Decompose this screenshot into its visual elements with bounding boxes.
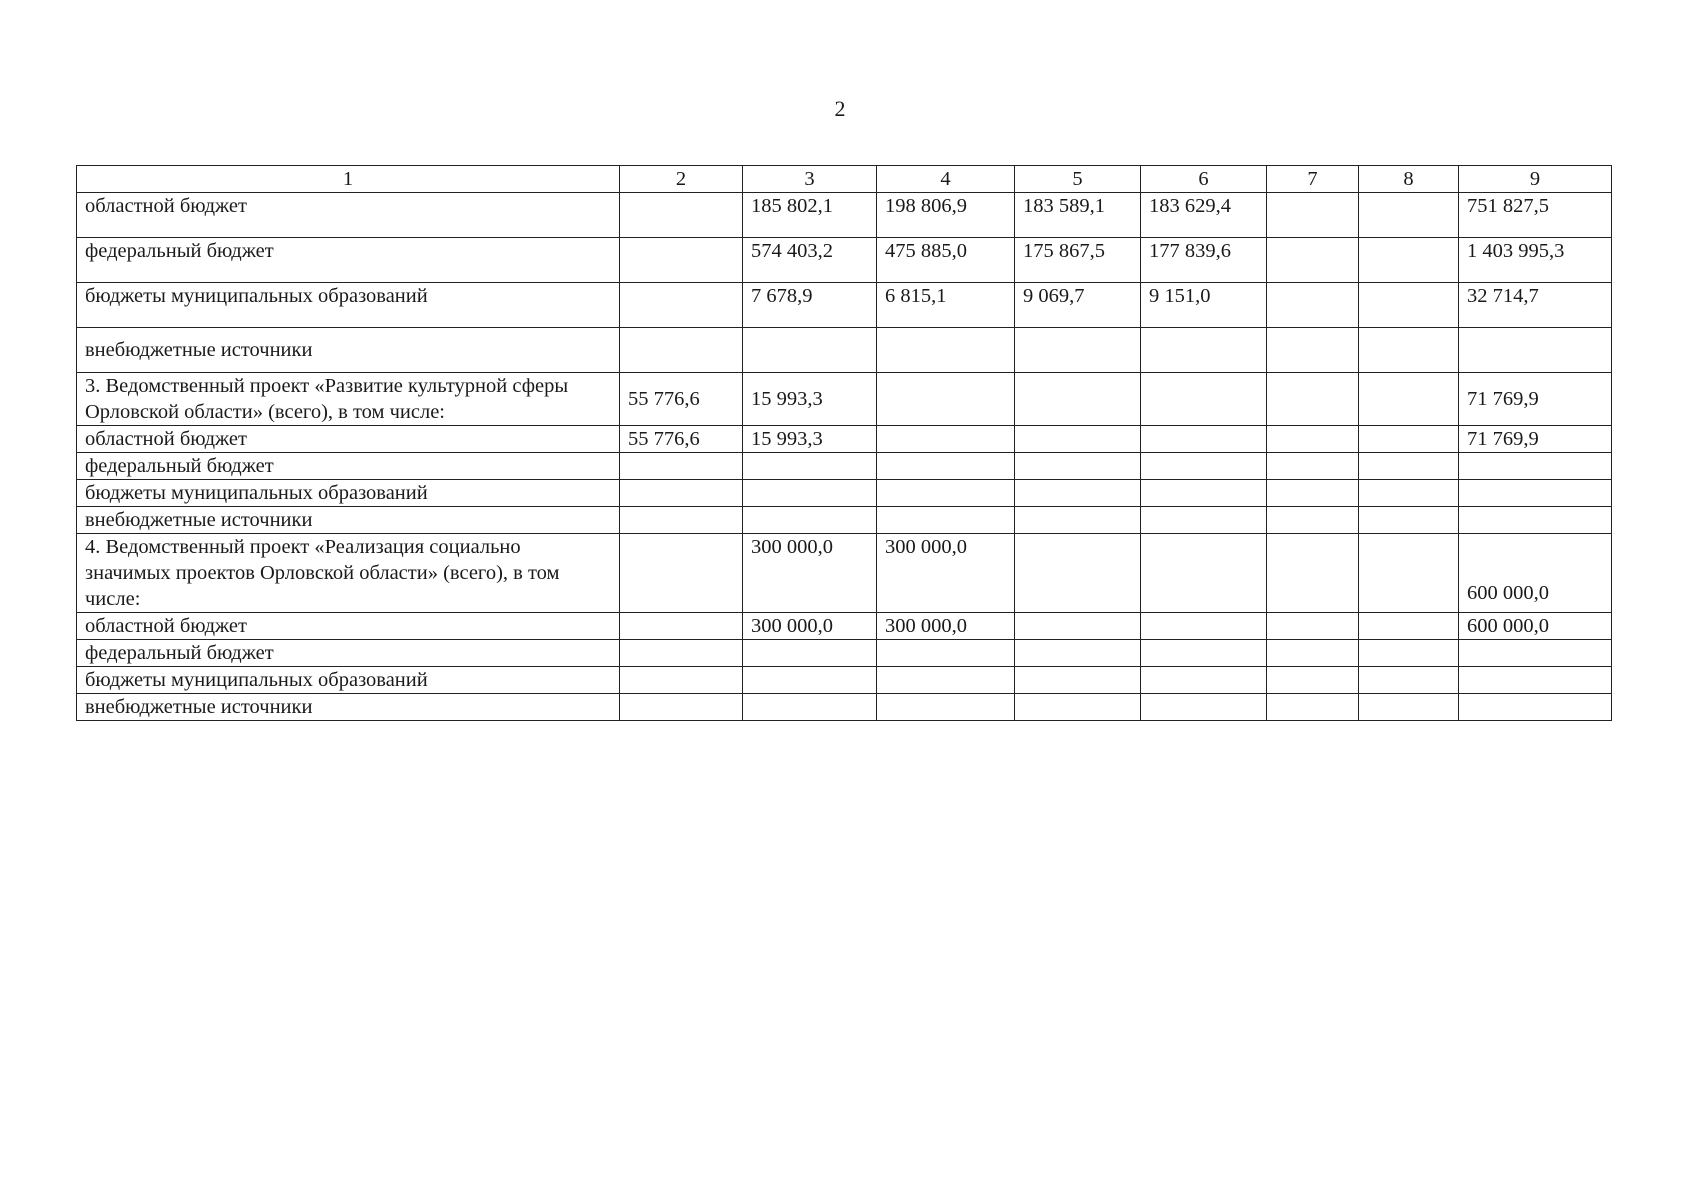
table-cell	[1141, 613, 1267, 640]
table-cell: 175 867,5	[1015, 238, 1141, 283]
table-cell: 185 802,1	[743, 193, 877, 238]
row-label: областной бюджет	[77, 193, 620, 238]
table-cell: 15 993,3	[743, 373, 877, 426]
table-cell	[877, 328, 1015, 373]
table-cell: 6 815,1	[877, 283, 1015, 328]
table-cell	[1141, 507, 1267, 534]
row-label: федеральный бюджет	[77, 640, 620, 667]
table-cell	[1359, 640, 1459, 667]
column-header: 3	[743, 166, 877, 193]
table-cell	[1015, 426, 1141, 453]
table-cell	[1359, 534, 1459, 613]
table-cell	[1141, 373, 1267, 426]
table-cell	[1359, 667, 1459, 694]
table-cell	[620, 694, 743, 721]
table-row	[77, 507, 1612, 534]
table-row	[77, 667, 1612, 694]
table-cell	[1359, 453, 1459, 480]
table-cell: 55 776,6	[620, 373, 743, 426]
table-cell	[1015, 453, 1141, 480]
column-header: 6	[1141, 166, 1267, 193]
table-cell	[1267, 453, 1359, 480]
column-header: 8	[1359, 166, 1459, 193]
table-cell	[1459, 328, 1612, 373]
table-cell	[620, 480, 743, 507]
table-cell	[620, 640, 743, 667]
column-header: 2	[620, 166, 743, 193]
table-cell	[877, 694, 1015, 721]
table-cell	[1141, 694, 1267, 721]
row-label: федеральный бюджет	[77, 238, 620, 283]
table-cell	[1015, 328, 1141, 373]
table-cell	[877, 507, 1015, 534]
budget-table	[76, 165, 1612, 721]
table-cell: 600 000,0	[1459, 534, 1612, 613]
table-cell: 600 000,0	[1459, 613, 1612, 640]
table-cell	[1459, 640, 1612, 667]
table-cell: 7 678,9	[743, 283, 877, 328]
row-label: 3. Ведомственный проект «Развитие культурной сферы Орловской области» (всего), в том числе:	[77, 373, 620, 426]
table-cell	[877, 480, 1015, 507]
table-cell	[620, 453, 743, 480]
table-cell	[1459, 667, 1612, 694]
table-cell	[1267, 328, 1359, 373]
table-cell	[1267, 193, 1359, 238]
table-cell	[1267, 283, 1359, 328]
table-cell	[620, 193, 743, 238]
table-cell	[743, 694, 877, 721]
table-cell	[1141, 426, 1267, 453]
table-cell	[620, 328, 743, 373]
table-header-row	[77, 166, 1612, 193]
table-cell	[743, 328, 877, 373]
table-cell: 71 769,9	[1459, 373, 1612, 426]
table-cell	[1267, 507, 1359, 534]
column-header: 1	[77, 166, 620, 193]
table-cell	[1141, 667, 1267, 694]
table-cell	[1141, 328, 1267, 373]
table-cell: 71 769,9	[1459, 426, 1612, 453]
table-cell	[620, 283, 743, 328]
table-cell: 574 403,2	[743, 238, 877, 283]
table-cell	[1015, 640, 1141, 667]
table-cell: 475 885,0	[877, 238, 1015, 283]
table-cell	[620, 667, 743, 694]
table-cell	[1015, 694, 1141, 721]
table-row	[77, 453, 1612, 480]
table-cell	[1141, 453, 1267, 480]
table-cell	[743, 480, 877, 507]
table-cell: 300 000,0	[743, 613, 877, 640]
table-cell	[1267, 694, 1359, 721]
table-row	[77, 534, 1612, 613]
table-row	[77, 283, 1612, 328]
table-row	[77, 613, 1612, 640]
table-cell	[1015, 613, 1141, 640]
column-header: 4	[877, 166, 1015, 193]
table-cell	[1267, 613, 1359, 640]
table-cell	[1267, 534, 1359, 613]
table-row	[77, 328, 1612, 373]
table-cell	[1267, 667, 1359, 694]
table-row	[77, 694, 1612, 721]
table-cell	[743, 640, 877, 667]
table-cell	[1267, 373, 1359, 426]
table-cell	[1015, 480, 1141, 507]
table-cell	[1359, 694, 1459, 721]
table-row	[77, 480, 1612, 507]
row-label: федеральный бюджет	[77, 453, 620, 480]
table-cell	[743, 507, 877, 534]
table-cell	[1267, 238, 1359, 283]
table-cell	[1015, 373, 1141, 426]
table-cell: 32 714,7	[1459, 283, 1612, 328]
table-cell	[1015, 507, 1141, 534]
table-cell	[620, 613, 743, 640]
table-cell: 9 151,0	[1141, 283, 1267, 328]
table-cell	[743, 667, 877, 694]
table-cell	[1359, 613, 1459, 640]
table-cell: 15 993,3	[743, 426, 877, 453]
table-cell	[877, 453, 1015, 480]
table-row	[77, 640, 1612, 667]
row-label: внебюджетные источники	[77, 507, 620, 534]
table-cell	[1141, 534, 1267, 613]
table-cell	[1141, 640, 1267, 667]
table-cell	[1359, 480, 1459, 507]
table-cell: 198 806,9	[877, 193, 1015, 238]
table-cell	[1459, 507, 1612, 534]
table-cell	[620, 507, 743, 534]
row-label: областной бюджет	[77, 613, 620, 640]
table-cell	[620, 534, 743, 613]
table-cell: 177 839,6	[1141, 238, 1267, 283]
row-label: внебюджетные источники	[77, 328, 620, 373]
table-cell	[1267, 426, 1359, 453]
column-header: 9	[1459, 166, 1612, 193]
row-label: областной бюджет	[77, 426, 620, 453]
table-cell: 300 000,0	[877, 613, 1015, 640]
row-label: 4. Ведомственный проект «Реализация социально значимых проектов Орловской области» (всего), в том числе:	[77, 534, 620, 613]
table-cell	[1267, 640, 1359, 667]
table-cell	[877, 640, 1015, 667]
table-cell: 183 629,4	[1141, 193, 1267, 238]
table-cell	[743, 453, 877, 480]
column-header: 7	[1267, 166, 1359, 193]
row-label: бюджеты муниципальных образований	[77, 283, 620, 328]
table-cell	[1459, 480, 1612, 507]
table-cell	[1359, 507, 1459, 534]
table-cell	[1015, 534, 1141, 613]
table-cell	[1267, 480, 1359, 507]
table-cell: 183 589,1	[1015, 193, 1141, 238]
table-cell	[1015, 667, 1141, 694]
page-number: 2	[834, 96, 846, 121]
row-label: внебюджетные источники	[77, 694, 620, 721]
table-row	[77, 193, 1612, 238]
row-label: бюджеты муниципальных образований	[77, 667, 620, 694]
table-cell: 9 069,7	[1015, 283, 1141, 328]
table-cell	[620, 238, 743, 283]
table-cell: 751 827,5	[1459, 193, 1612, 238]
table-row	[77, 238, 1612, 283]
table-cell	[1359, 426, 1459, 453]
table-cell: 300 000,0	[877, 534, 1015, 613]
table-cell: 55 776,6	[620, 426, 743, 453]
table-cell	[1359, 283, 1459, 328]
table-cell	[1359, 373, 1459, 426]
table-cell	[1459, 694, 1612, 721]
table-cell	[1141, 480, 1267, 507]
table-cell	[877, 373, 1015, 426]
row-label: бюджеты муниципальных образований	[77, 480, 620, 507]
table-cell: 1 403 995,3	[1459, 238, 1612, 283]
column-header: 5	[1015, 166, 1141, 193]
table-cell	[1359, 328, 1459, 373]
table-cell: 300 000,0	[743, 534, 877, 613]
table-cell	[1459, 453, 1612, 480]
table-cell	[877, 667, 1015, 694]
table-cell	[1359, 193, 1459, 238]
table-cell	[877, 426, 1015, 453]
table-row	[77, 373, 1612, 426]
table-row	[77, 426, 1612, 453]
table-cell	[1359, 238, 1459, 283]
